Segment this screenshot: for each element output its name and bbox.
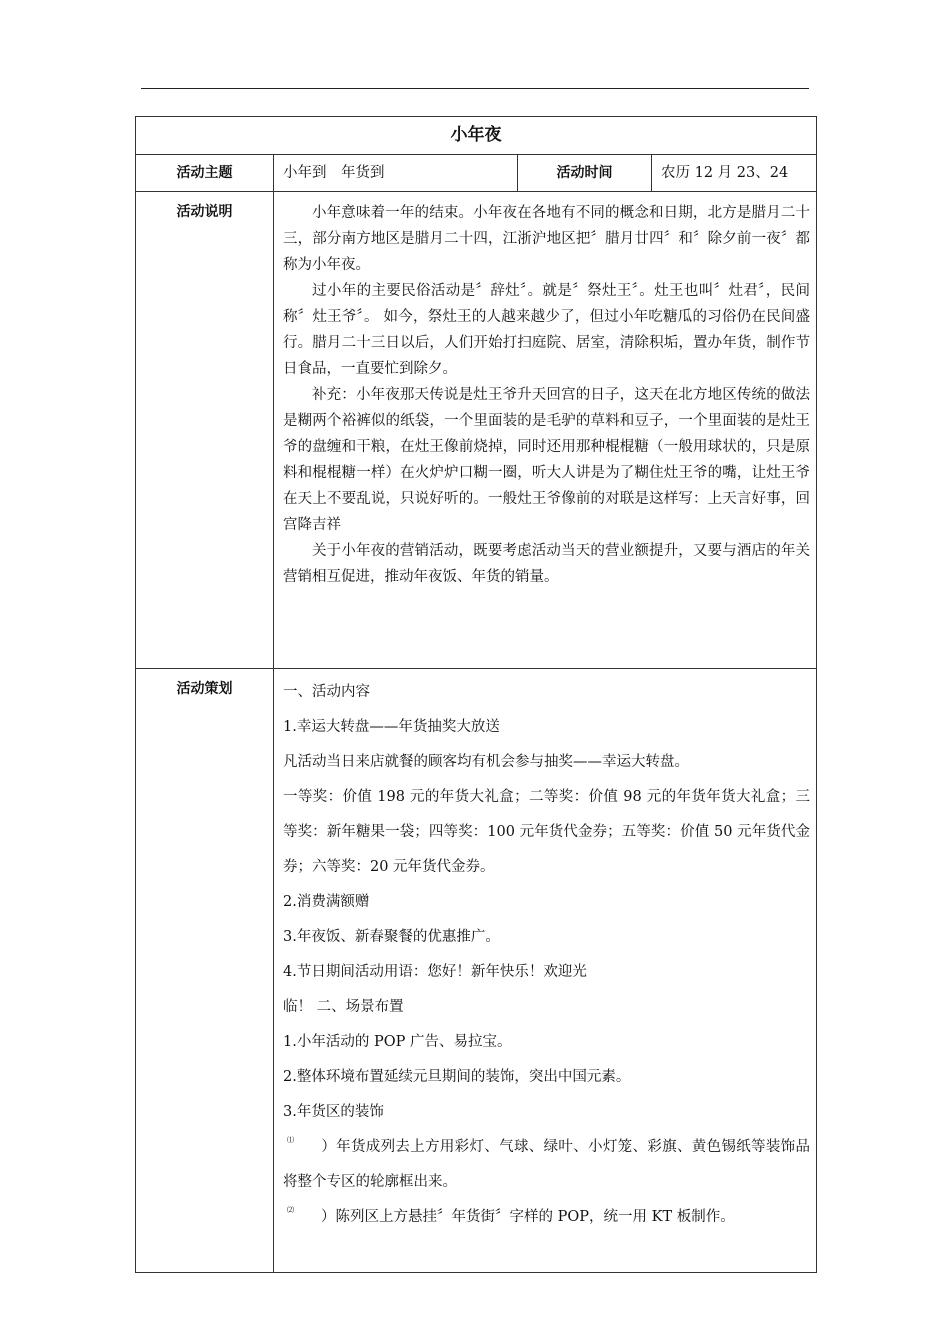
plan-cell xyxy=(274,669,817,1273)
plan-line: 2.整体环境布置延续元旦期间的装饰，突出中国元素。 xyxy=(283,1069,631,1085)
theme-label: 活动主题 xyxy=(136,155,274,192)
desc-paragraph: 补充：小年夜那天传说是灶王爷升天回宫的日子，这天在北方地区传统的做法是糊两个裕裤似的纸袋，一个里面装的是毛驴的草料和豆子，一个里面装的是灶王爷的盘缠和干粮，在灶王像前烧掉，同时还用那种棍棍糖（一般用球状的，只是原料和棍棍糖一样）在火炉炉口糊一圈，听大人讲是为了糊住灶王爷的嘴，让灶王爷在天上不要乱说，只说好听的。一般灶王爷像前的对联是这样写：上天言好事，回宫降吉祥 xyxy=(283,387,810,533)
desc-paragraph: 关于小年夜的营销活动，既要考虑活动当天的营业额提升，又要与酒店的年关营销相互促进，推动年夜饭、年货的销量。 xyxy=(283,543,810,585)
plan-line: 一等奖：价值 198 元的年货大礼盒；二等奖：价值 98 元的年货年货大礼盒；三等奖：新年糖果一袋；四等奖：100 元年货代金券；五等奖：价值 50 元年货代金券；六等奖：20 元年货代金券。 xyxy=(283,789,810,875)
plan-item xyxy=(283,1130,810,1200)
plan-line: 3.年夜饭、新春聚餐的优惠推广。 xyxy=(283,929,500,945)
header-rule xyxy=(141,88,809,89)
plan-line: 4.节日期间活动用语：您好！新年快乐！欢迎光 xyxy=(283,964,587,980)
plan-line: 一、活动内容 xyxy=(283,684,370,700)
table-title: 小年夜 xyxy=(136,117,817,155)
time-value: 农历 12 月 23、24 xyxy=(652,155,817,192)
plan-line: 3.年货区的装饰 xyxy=(283,1104,384,1120)
plan-line: 1.小年活动的 POP 广告、易拉宝。 xyxy=(283,1034,512,1050)
desc-label: 活动说明 xyxy=(136,192,274,669)
plan-line: 临！ 二、场景布置 xyxy=(283,999,404,1015)
item-number: ⑴ xyxy=(287,1136,294,1144)
desc-paragraph: 过小年的主要民俗活动是〞辞灶〞。就是〞祭灶王〞。灶王也叫〞灶君〞，民间称〞灶王爷〞。 如今，祭灶王的人越来越少了，但过小年吃糖瓜的习俗仍在民间盛行。腊月二十三日以后，人们开始打扫庭院、居室，清除积垢，置办年货，制作节日食品，一直要忙到除夕。 xyxy=(283,283,810,377)
plan-line: ）年货成列去上方用彩灯、气球、绿叶、小灯笼、彩旗、黄色锡纸等装饰品将整个专区的轮廓框出来。 xyxy=(283,1139,810,1190)
plan-line: ）陈列区上方悬挂〞年货街〞字样的 POP，统一用 KT 板制作。 xyxy=(321,1209,735,1225)
theme-value: 小年到 年货到 xyxy=(274,155,518,192)
item-number: ⑵ xyxy=(287,1206,294,1214)
plan-line: 凡活动当日来店就餐的顾客均有机会参与抽奖——幸运大转盘。 xyxy=(283,754,689,770)
desc-paragraph: 小年意味着一年的结束。小年夜在各地有不同的概念和日期，北方是腊月二十三，部分南方地区是腊月二十四，江浙沪地区把〞腊月廿四〞和〞除夕前一夜〞都称为小年夜。 xyxy=(283,205,810,273)
activity-table xyxy=(135,116,817,1273)
plan-item xyxy=(283,1200,810,1235)
desc-cell xyxy=(274,192,817,669)
plan-label: 活动策划 xyxy=(136,669,274,1273)
time-label: 活动时间 xyxy=(518,155,652,192)
plan-line: 1.幸运大转盘——年货抽奖大放送 xyxy=(283,719,500,735)
plan-line: 2.消费满额赠 xyxy=(283,894,370,910)
